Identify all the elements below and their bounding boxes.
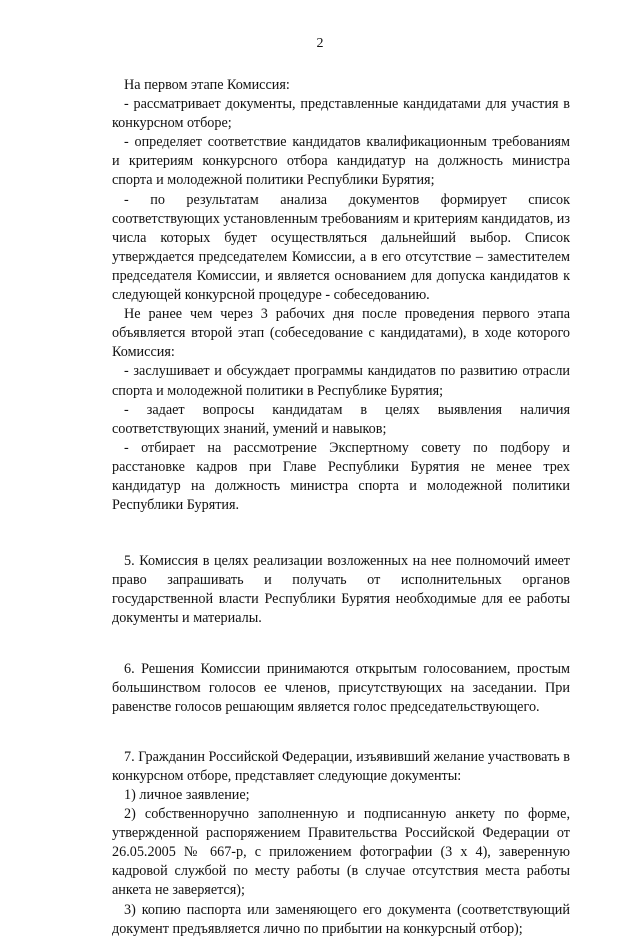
- paragraph-select-candidates: - отбирает на рассмотрение Экспертному совету по подбору и расстановке кадров при Главе Республики Бурятия не менее трех кандидатур на должность министра спорта и молодежной политики Республики Бурятия.: [112, 439, 570, 514]
- paragraph-ask-questions: - задает вопросы кандидатам в целях выявления наличия соответствующих знаний, умений и навыков;: [112, 401, 570, 437]
- paragraph-form-candidate-list: - по результатам анализа документов формирует список соответствующих установленным требованиям и критериям кандидатов, из числа которых будет осуществляться дальнейший выбор. Список утверждается председателем Комиссии, а в его отсутствие – заместителем председателя Комиссии, и является основанием для допуска кандидатов к следующей конкурсной процедуре - собеседованию.: [112, 191, 570, 304]
- paragraph-doc-application: 1) личное заявление;: [124, 787, 250, 803]
- page-number: 2: [316, 36, 324, 51]
- paragraph-second-stage-intro: Не ранее чем через 3 рабочих дня после проведения первого этапа объявляется второй этап (собеседование с кандидатами), в ходе которого Комиссия:: [112, 306, 570, 361]
- paragraph-review-documents: - рассматривает документы, представленные кандидатами для участия в конкурсном отборе;: [112, 96, 570, 132]
- paragraph-item-7: 7. Гражданин Российской Федерации, изъявивший желание участвовать в конкурсном отборе, представляет следующие документы:: [112, 748, 570, 784]
- paragraph-doc-passport: 3) копию паспорта или заменяющего его документа (соответствующий документ предъявляется лично по прибытии на конкурсный отбор);: [112, 901, 570, 937]
- paragraph-item-5: 5. Комиссия в целях реализации возложенных на нее полномочий имеет право запрашивать и получать от исполнительных органов государственной власти Республики Бурятия необходимые для ее работы документы и материалы.: [112, 553, 570, 627]
- paragraph-item-6: 6. Решения Комиссии принимаются открытым голосованием, простым большинством голосов ее членов, присутствующих на заседании. При равенстве голосов решающим является голос председательствующего.: [112, 660, 570, 715]
- paragraph-doc-questionnaire: 2) собственноручно заполненную и подписанную анкету по форме, утвержденной распоряжением Правительства Российской Федерации от 26.05.2005 № 667-р, с приложением фотографии (3 х 4), заверенную кадровой службой по месту работы (в случае отсутствия места работы анкета не заверяется);: [112, 806, 570, 899]
- paragraph-determine-compliance: - определяет соответствие кандидатов квалификационным требованиям и критериям конкурсного отбора кандидатур на должность министра спорта и молодежной политики Республики Бурятия;: [112, 134, 570, 189]
- document-body: [112, 76, 570, 939]
- paragraph-first-stage-intro: На первом этапе Комиссия:: [124, 77, 290, 93]
- paragraph-hear-programs: - заслушивает и обсуждает программы кандидатов по развитию отрасли спорта и молодежной политики в Республике Бурятия;: [112, 363, 570, 399]
